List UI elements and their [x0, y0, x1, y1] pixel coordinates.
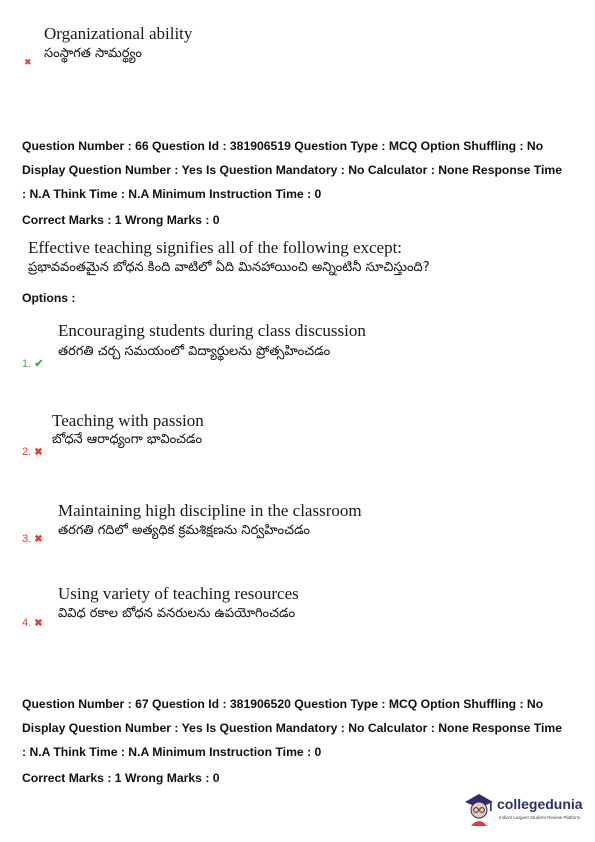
option-3-number: 3. [22, 533, 32, 545]
option-1-marker [22, 357, 43, 370]
q66-question-te: ప్రభావవంతమైన బోధన కింది వాటిలో ఏది మినహాయించి అన్నింటినీ సూచిస్తుంది? [28, 260, 430, 275]
q66-marks: Correct Marks : 1 Wrong Marks : 0 [22, 213, 220, 227]
q66-meta-line-1: Question Number : 66 Question Id : 381906519 Question Type : MCQ Option Shuffling : No [22, 139, 544, 153]
wrong-mark-icon: ✖ [24, 58, 32, 68]
cross-icon: ✖ [34, 618, 43, 629]
student-avatar-icon [461, 788, 497, 828]
option-2-te: బోధనే ఆరాధ్యంగా భావించడం [52, 432, 203, 447]
q67-meta-line-2: Display Question Number : Yes Is Question Mandatory : No Calculator : None Response Time [22, 721, 562, 735]
options-label: Options : [22, 291, 76, 305]
check-icon: ✔ [34, 358, 44, 370]
option-4-number: 4. [22, 617, 32, 629]
cross-icon: ✖ [34, 534, 43, 545]
option-3-en: Maintaining high discipline in the classroom [58, 501, 362, 520]
option-2-number: 2. [22, 446, 32, 458]
collegedunia-logo [461, 788, 589, 832]
option-2-en: Teaching with passion [52, 411, 204, 430]
logo-tagline: India's Largest Student Review Platform [499, 815, 581, 820]
option-4-te: వివిధ రకాల బోధన వనరులను ఉపయోగించడం [58, 606, 296, 621]
q67-meta-line-3: : N.A Think Time : N.A Minimum Instruction Time : 0 [22, 745, 322, 759]
logo-wordmark: collegedunia [497, 796, 583, 812]
prev-option-en: Organizational ability [44, 24, 193, 43]
option-4-marker [22, 617, 43, 629]
option-1-number: 1. [22, 358, 32, 370]
q66-meta-line-3: : N.A Think Time : N.A Minimum Instruction Time : 0 [22, 187, 322, 201]
q67-marks: Correct Marks : 1 Wrong Marks : 0 [22, 771, 220, 785]
option-3-te: తరగతి గదిలో అత్యధిక క్రమశిక్షణను నిర్వహించడం [58, 523, 310, 538]
option-2-marker [22, 446, 43, 458]
option-1-te: తరగతి చర్చ సమయంలో విద్యార్థులను ప్రోత్సహించడం [58, 344, 331, 359]
option-1-en: Encouraging students during class discussion [58, 321, 366, 340]
cross-icon: ✖ [34, 447, 43, 458]
prev-option-te: సంస్థాగత సామర్థ్యం [44, 46, 142, 61]
q66-question-en: Effective teaching signifies all of the following except: [28, 238, 403, 257]
option-3-marker [22, 533, 43, 545]
q66-meta-line-2: Display Question Number : Yes Is Question Mandatory : No Calculator : None Response Time [22, 163, 562, 177]
option-4-en: Using variety of teaching resources [58, 584, 299, 603]
q67-meta-line-1: Question Number : 67 Question Id : 381906520 Question Type : MCQ Option Shuffling : No [22, 697, 544, 711]
